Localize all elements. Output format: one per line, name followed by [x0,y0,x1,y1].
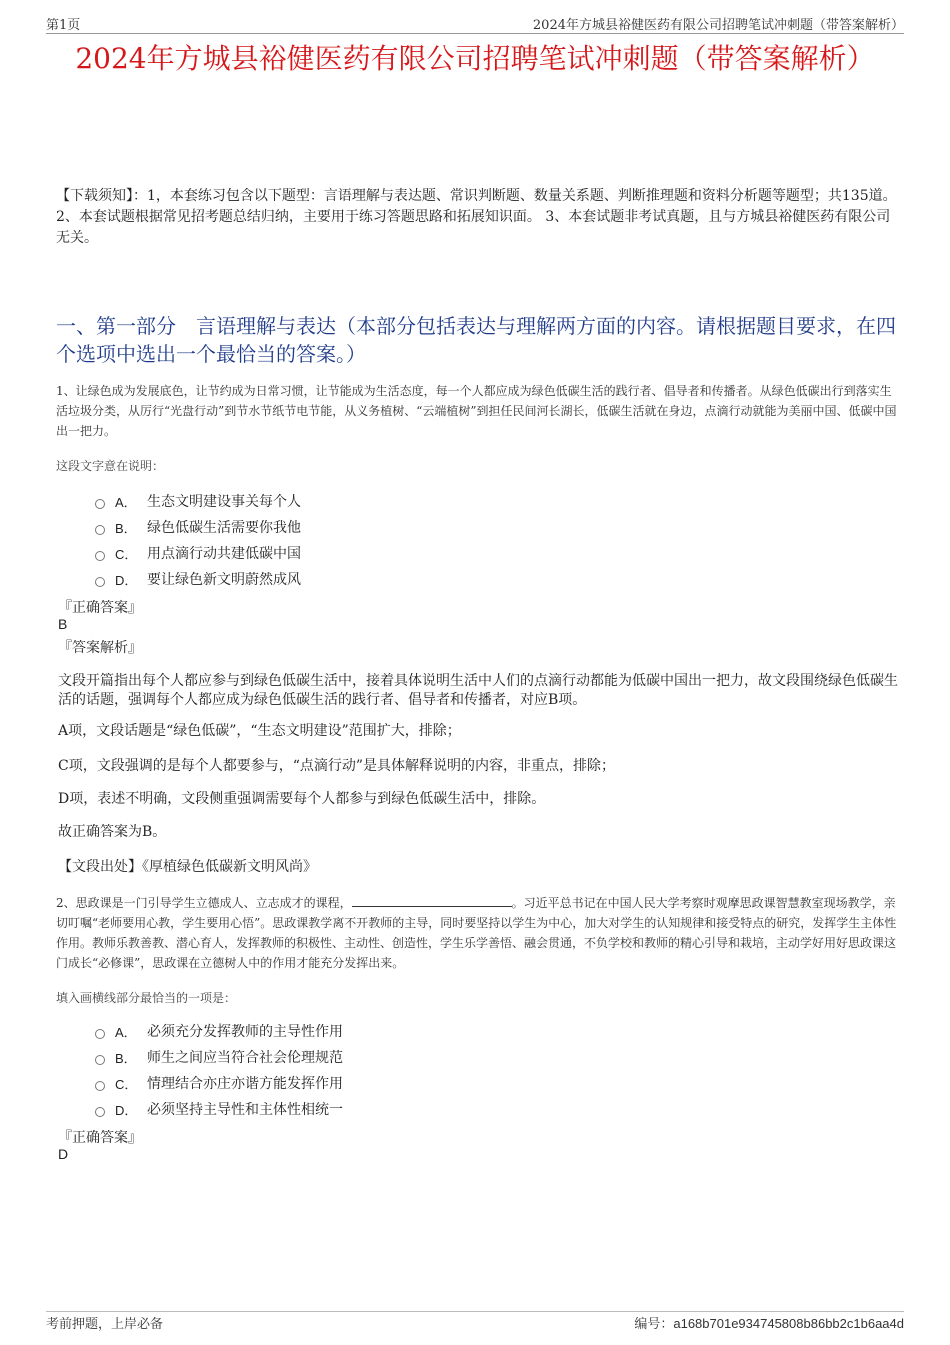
option-a[interactable]: A． 生态文明建设事关每个人 [95,488,301,514]
analysis-paragraph: 文段开篇指出每个人都应参与到绿色低碳生活中，接着具体说明生活中人们的点滴行动都能为低碳中国出一把力，故文段围绕绿色低碳生活的话题，强调每个人都应成为绿色低碳生活的践行者、倡导者和传播者，对应B项。 [58,673,898,708]
fill-blank [352,894,512,907]
header-divider [46,33,904,34]
option-b[interactable]: B． 绿色低碳生活需要你我他 [95,514,301,540]
analysis-paragraph: C项，文段强调的是每个人都要参与，“点滴行动”是具体解释说明的内容，非重点，排除； [58,758,616,774]
section-title: 一、第一部分 言语理解与表达（本部分包括表达与理解两方面的内容。请根据题目要求，在四个选项中选出一个最恰当的答案。） [56,314,896,366]
option-d[interactable]: D． 必须坚持主导性和主体性相统一 [95,1096,343,1122]
source-citation: 【文段出处】《厚植绿色低碳新文明风尚》 [58,859,317,875]
radio-icon[interactable] [95,551,105,561]
answer-label: 『正确答案』 [58,1130,142,1146]
question-1-prompt: 这段文字意在说明： [56,459,165,473]
radio-icon[interactable] [95,1055,105,1065]
question-1-text: 1、让绿色成为发展底色，让节约成为日常习惯，让节能成为生活态度，每一个人都应成为绿色低碳生活的践行者、倡导者和传播者。从绿色低碳出行到落实生活垃圾分类，从厉行“光盘行动”到节水节纸节电节能，从义务植树、“云端植树”到担任民间河长湖长，低碳生活就在身边，点滴行动就能为美丽中国、低碳中国出一把力。 [56,384,897,438]
analysis-conclusion: 故正确答案为B。 [58,824,167,840]
option-d[interactable]: D． 要让绿色新文明蔚然成风 [95,566,301,592]
option-b[interactable]: B． 师生之间应当符合社会伦理规范 [95,1044,343,1070]
option-c[interactable]: C． 用点滴行动共建低碳中国 [95,540,301,566]
footer-slogan: 考前押题，上岸必备 [46,1317,164,1332]
answer-value: D [58,1146,69,1162]
radio-icon[interactable] [95,577,105,587]
radio-icon[interactable] [95,1081,105,1091]
radio-icon[interactable] [95,499,105,509]
document-code: 编号：a168b701e934745808b86bb2c1b6aa4d [634,1316,904,1332]
radio-icon[interactable] [95,525,105,535]
question-2-options [95,1018,343,1122]
question-2-text: 2、思政课是一门引导学生立德成人、立志成才的课程， 。习近平总书记在中国人民大学考察时观摩思政课智慧教室现场教学，亲切叮嘱“老师要用心教，学生要用心悟”。思政课教学离不开教师的主导，同时要坚持以学生为中心，加大对学生的认知规律和接受特点的研究，发挥学生主体性作用。教师乐教善教、潜心育人，发挥教师的积极性、主动性、创造性，学生乐学善悟、融会贯通，不负学校和教师的精心引导和栽培，主动学好用好思政课这门成长“必修课”，思政课在立德树人中的作用才能充分发挥出来。 [56,896,897,970]
footer-divider [46,1311,904,1312]
header-doc-title: 2024年方城县裕健医药有限公司招聘笔试冲刺题（带答案解析） [532,18,904,33]
question-1-options [95,488,301,592]
analysis-label: 『答案解析』 [58,640,142,656]
option-a[interactable]: A． 必须充分发挥教师的主导性作用 [95,1018,343,1044]
page-title: 2024年方城县裕健医药有限公司招聘笔试冲刺题（带答案解析） [75,42,875,75]
download-notice: 【下载须知】：1，本套练习包含以下题型：言语理解与表达题、常识判断题、数量关系题、判断推理题和资料分析题等题型；共135道。 2、本套试题根据常见招考题总结归纳，主要用于练习答题思路和拓展知识面。 3、本套试题非考试真题，且与方城县裕健医药有限公司无关。 [56,188,897,246]
radio-icon[interactable] [95,1029,105,1039]
question-2-prompt: 填入画横线部分最恰当的一项是： [56,991,237,1005]
option-c[interactable]: C． 情理结合亦庄亦谐方能发挥作用 [95,1070,343,1096]
answer-label: 『正确答案』 [58,600,142,616]
analysis-paragraph: A项，文段话题是“绿色低碳”，“生态文明建设”范围扩大，排除； [58,723,461,739]
answer-value: B [58,616,68,632]
analysis-paragraph: D项，表述不明确，文段侧重强调需要每个人都参与到绿色低碳生活中，排除。 [58,791,546,807]
page-number: 第1页 [46,18,81,33]
radio-icon[interactable] [95,1107,105,1117]
